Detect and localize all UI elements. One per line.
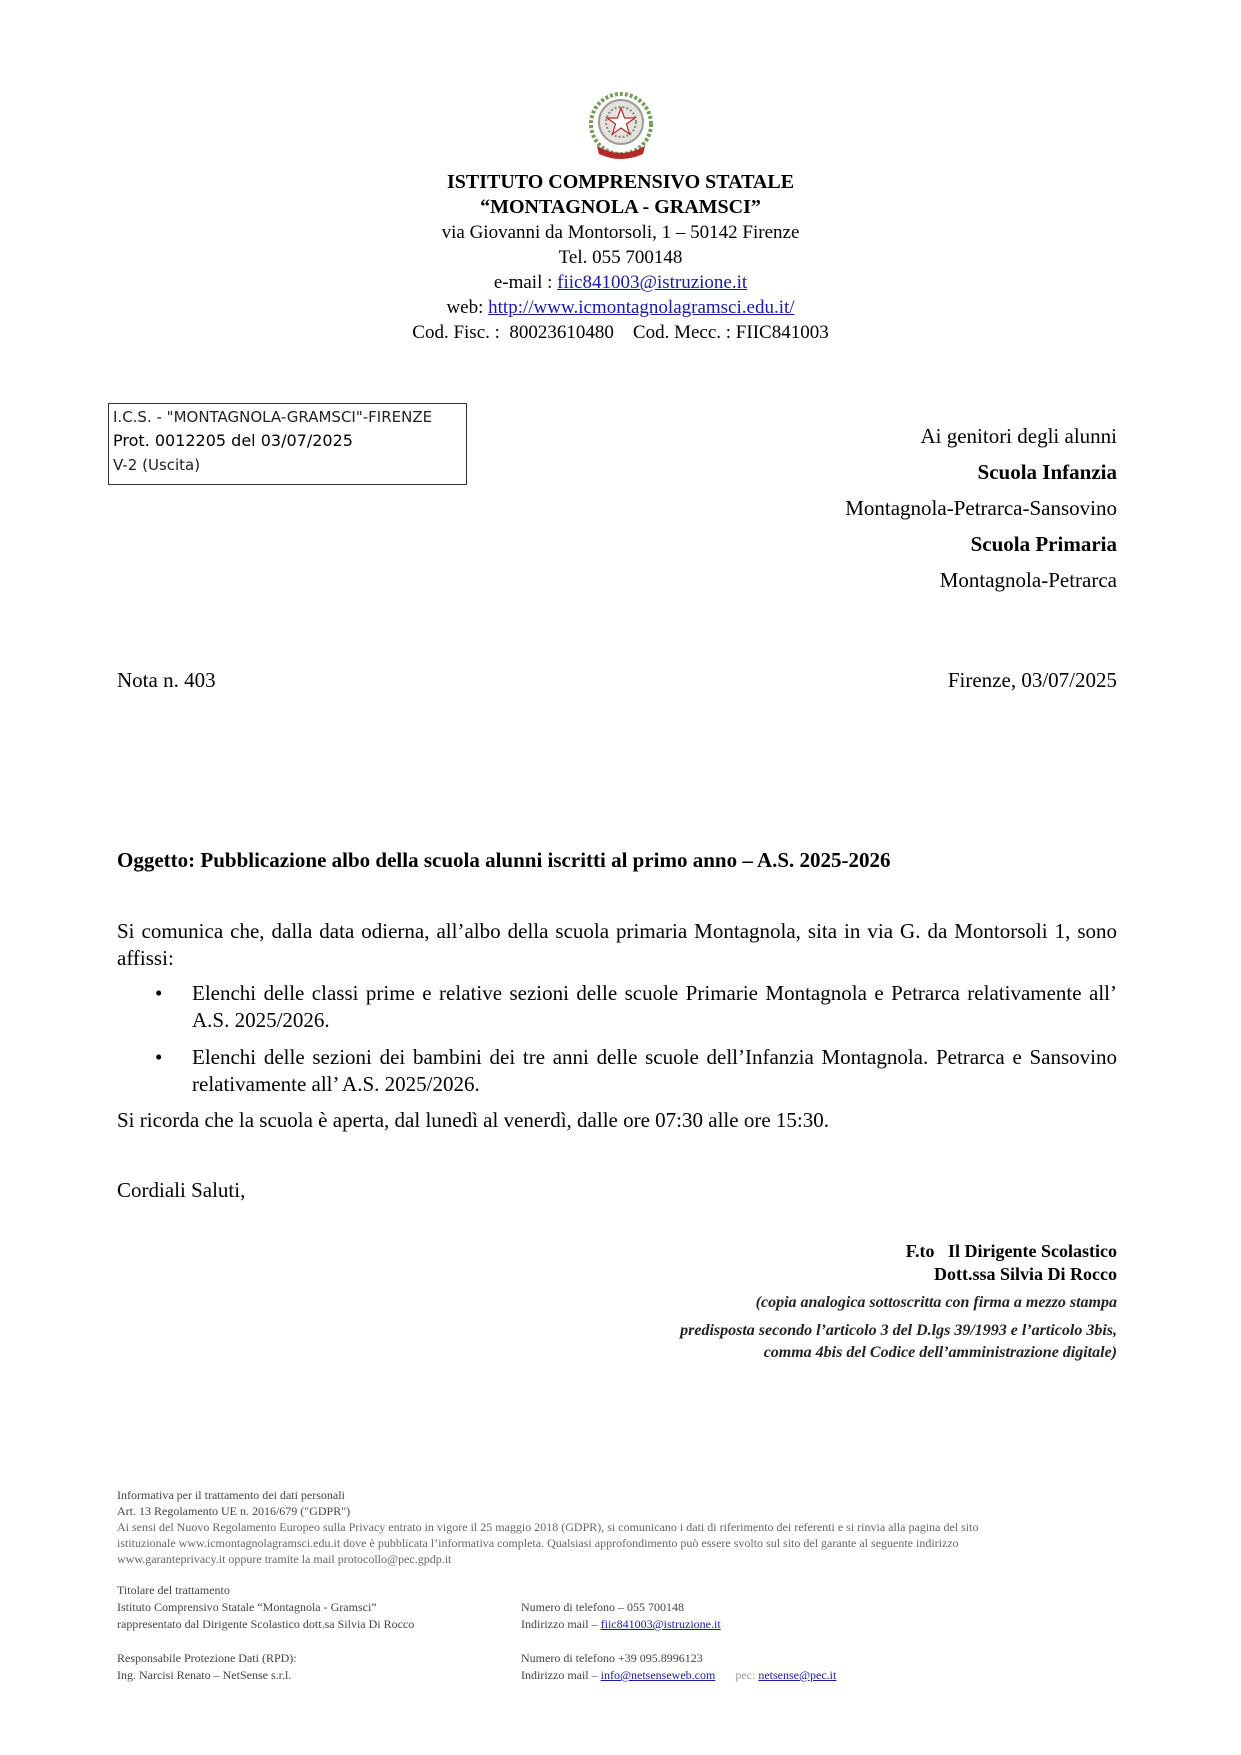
email-label: e-mail : (493, 272, 553, 293)
signer-role: F.to Il Dirigente Scolastico (905, 1241, 1117, 1261)
dpo-mail-line (521, 1667, 836, 1684)
controller-mail-label: Indirizzo mail – (521, 1617, 598, 1631)
web-label: web: (446, 297, 484, 318)
recipients-school-infanzia: Scuola Infanzia (977, 460, 1117, 484)
letterhead (0, 170, 1241, 345)
recipients-block (845, 418, 1117, 598)
data-protection-officer (117, 1650, 297, 1684)
list-item-text: Elenchi delle sezioni dei bambini dei tre anni delle scuole dell’Infanzia Montagnola. Petrarca e Sansovino relativamente all’ A.S. 2025/2026. (192, 1045, 1117, 1096)
recipients-school-primaria: Scuola Primaria (970, 532, 1117, 556)
greeting: Cordiali Saluti, (117, 1178, 246, 1202)
controller-representative: rappresentato dal Dirigente Scolastico dott.sa Silvia Di Rocco (117, 1617, 415, 1631)
controller-contacts (521, 1599, 721, 1633)
dpo-contacts (521, 1650, 836, 1684)
school-name: “MONTAGNOLA - GRAMSCI” (480, 196, 761, 218)
signature-note-line: comma 4bis del Codice dell’amministrazione digitale) (763, 1344, 1117, 1361)
privacy-text: www.garanteprivacy.it oppure tramite la mail protocollo@pec.gpdp.it (117, 1552, 452, 1566)
dpo-label: Responsabile Protezione Dati (RPD): (117, 1651, 297, 1665)
email-link[interactable]: fiic841003@istruzione.it (557, 272, 748, 293)
controller-phone: Numero di telefono – 055 700148 (521, 1600, 684, 1614)
privacy-text: istituzionale www.icmontagnolagramsci.edu.it dove è pubblicata l’informativa completa. Qualsiasi approfondimento può essere svolto sul sito del garante al seguente indirizzo (117, 1536, 959, 1550)
list-item (117, 980, 1117, 1034)
privacy-reference: Art. 13 Regolamento UE n. 2016/679 ("GDPR") (117, 1504, 351, 1518)
bullet-icon: • (155, 981, 163, 1005)
recipients-infanzia-plessi: Montagnola-Petrarca-Sansovino (845, 496, 1117, 520)
controller-label: Titolare del trattamento (117, 1583, 230, 1597)
dpo-pec-link[interactable]: netsense@pec.it (758, 1668, 837, 1682)
dpo-name: Ing. Narcisi Renato – NetSense s.r.l. (117, 1668, 292, 1682)
email-line (0, 270, 1241, 295)
bullet-list (117, 980, 1117, 1108)
protocol-stamp (108, 403, 467, 485)
signature-block (906, 1240, 1117, 1286)
controller-mail-line (521, 1616, 721, 1633)
bullet-icon: • (155, 1045, 163, 1069)
list-item-text: Elenchi delle classi prime e relative sezioni delle scuole Primarie Montagnola e Petrarca relativamente all’ A.S. 2025/2026. (192, 981, 1117, 1032)
fiscal-codes: Cod. Fisc. : 80023610480 Cod. Mecc. : FIIC841003 (412, 322, 829, 343)
institute-name: ISTITUTO COMPRENSIVO STATALE (446, 171, 795, 193)
signature-note-line: predisposta secondo l’articolo 3 del D.lgs 39/1993 e l’articolo 3bis, (680, 1322, 1117, 1339)
protocol-classification: V-2 (Uscita) (113, 456, 201, 474)
opening-hours-paragraph: Si ricorda che la scuola è aperta, dal lunedì al venerdì, dalle ore 07:30 alle ore 15:30. (117, 1108, 829, 1132)
school-phone: Tel. 055 700148 (558, 247, 683, 268)
place-date: Firenze, 03/07/2025 (947, 668, 1117, 692)
signature-note-line: (copia analogica sottoscritta con firma a mezzo stampa (755, 1294, 1117, 1311)
web-line (0, 295, 1241, 320)
signature-note (680, 1292, 1117, 1364)
signer-name: Dott.ssa Silvia Di Rocco (934, 1264, 1117, 1284)
school-address: via Giovanni da Montorsoli, 1 – 50142 Firenze (441, 222, 800, 243)
website-link[interactable]: http://www.icmontagnolagramsci.edu.it/ (488, 297, 795, 318)
recipients-primaria-plessi: Montagnola-Petrarca (939, 568, 1117, 592)
data-controller (117, 1582, 414, 1633)
privacy-text: Ai sensi del Nuovo Regolamento Europeo sulla Privacy entrato in vigore il 25 maggio 2018 (GDPR), si comunicano i dati di riferimento dei referenti e si rinvia alla pagina del sito (117, 1520, 979, 1534)
dpo-mail-label: Indirizzo mail – (521, 1668, 598, 1682)
privacy-title: Informativa per il trattamento dei dati personali (117, 1488, 345, 1502)
dpo-mail-link[interactable]: info@netsenseweb.com (600, 1668, 716, 1682)
dpo-pec-label: pec: (735, 1668, 756, 1682)
note-number: Nota n. 403 (117, 668, 216, 692)
controller-name: Istituto Comprensivo Statale “Montagnola - Gramsci” (117, 1600, 377, 1614)
protocol-number: Prot. 0012205 del 03/07/2025 (113, 431, 353, 450)
intro-paragraph: Si comunica che, dalla data odierna, all’albo della scuola primaria Montagnola, sita in via G. da Montorsoli 1, sono affissi: (117, 919, 1117, 970)
recipients-line: Ai genitori degli alunni (920, 424, 1117, 448)
list-item (117, 1044, 1117, 1098)
republic-emblem-icon (583, 88, 659, 164)
protocol-office: I.C.S. - "MONTAGNOLA-GRAMSCI"-FIRENZE (113, 408, 433, 426)
privacy-notice (117, 1487, 1167, 1567)
controller-mail-link[interactable]: fiic841003@istruzione.it (600, 1617, 721, 1631)
dpo-phone: Numero di telefono +39 095.8996123 (521, 1651, 703, 1665)
subject-line: Oggetto: Pubblicazione albo della scuola alunni iscritti al primo anno – A.S. 2025-2026 (117, 848, 891, 872)
